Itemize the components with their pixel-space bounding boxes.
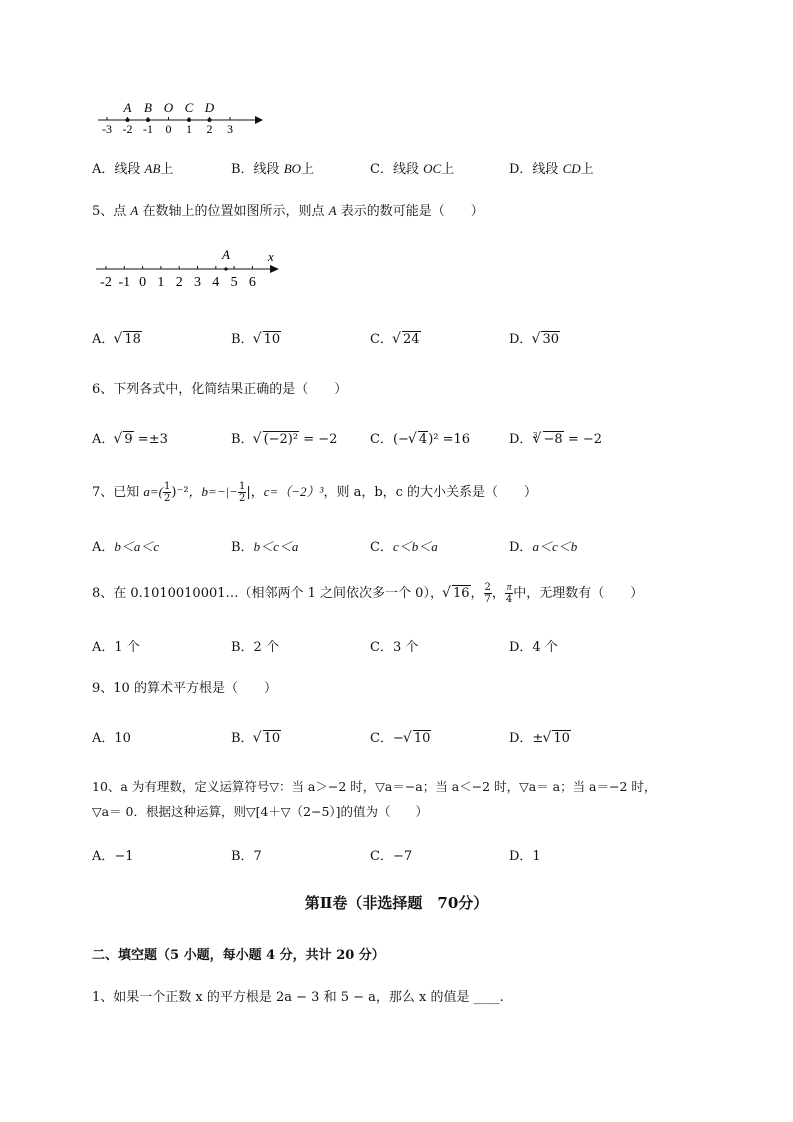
q7-b-tail: |， [246,485,264,500]
q10-stem-line2: ▽a＝ 0．根据这种运算，则▽[4＋▽（2−5）]的值为（ ） [92,804,429,819]
numline1-point-label: O [163,100,174,115]
q7-frac-1-den: 2 [164,493,171,504]
q5-stem-part1: 5、点 [92,204,131,219]
q5-var-a: A [130,203,139,218]
q5-stem-part2: 在数轴上的位置如图所示，则点 [138,204,329,219]
q7-option-d-value: a＜c＜b [532,539,578,554]
q6-option-d[interactable] [509,428,602,447]
q7-frac-2-num: 1 [238,481,246,492]
q8-option-d[interactable]: D．4 个 [509,640,558,655]
q4-option-c-suffix: 上 [441,162,455,177]
q6-option-d-sqrt [534,432,564,447]
q8-frac-1-num: 2 [484,582,491,593]
q7-option-c-label: C． [370,540,393,555]
q5-point-a-label: A [222,247,230,262]
number-line-q5 [92,244,292,294]
q5-axis-x-label: x [268,249,274,264]
numline1-tick-label: -3 [102,122,112,136]
q6-option-d-tail: = −2 [563,432,603,447]
q7-frac-1-num: 1 [164,481,171,492]
q7-b-eq: ，b=−|− [188,484,238,499]
numline2-ticks [100,266,256,290]
q5-option-c-sqrt [393,332,421,347]
q6-option-c-expr1: (− [392,432,409,447]
numline1-point-label: C [184,100,194,115]
q5-option-b-sqrt [254,332,282,347]
q6-option-a-sqrt [114,432,133,447]
q10-option-a[interactable]: A．−1 [92,849,134,864]
numline1-tick-label: -1 [143,122,153,136]
q7-a-exp: )⁻² [171,485,189,500]
numline2-tick-label: 5 [230,275,238,290]
q4-option-c[interactable] [370,158,454,177]
numline2-tick-label: 0 [139,275,147,290]
numline2-tick-label: 4 [212,275,220,290]
q8-option-b[interactable]: B．2 个 [231,640,279,655]
q4-option-d-prefix: D．线段 [509,162,563,177]
numline1-tick-label: -2 [122,122,133,136]
q6-option-c[interactable] [370,428,470,447]
q8-sep1: ， [470,586,484,601]
q6-option-a-radicand: 9 [124,432,133,447]
q5-option-a-radicand: 18 [124,332,141,347]
numline1-point-label: A [123,100,132,115]
q7-c-eq: c=（−2）³ [263,484,324,499]
numline1-tick-label: 2 [206,122,213,136]
q8-stem-part1: 8、在 0.1010010001…（相邻两个 1 之间依次多一个 0）， [92,586,443,601]
q4-option-a-suffix: 上 [160,162,174,177]
q8-frac-1 [484,582,492,605]
number-line-q4 [95,96,270,138]
numline2-tick-label: -2 [100,275,112,290]
q8-sqrt [443,586,471,601]
q5-option-b-label: B． [231,332,254,347]
part2-section-heading: 二、填空题（5 小题，每小题 4 分，共计 20 分） [92,948,385,963]
q9-option-c-label: C．− [370,731,404,746]
q7-stem-part1: 7、已知 [92,485,144,500]
q9-option-d-label: D．± [509,731,544,746]
numline1-point-dot [187,118,191,122]
q7-option-a[interactable] [92,536,159,555]
q10-option-c[interactable]: C．−7 [370,849,413,864]
q7-option-a-value: b＜a＜c [114,539,160,554]
q5-option-d-label: D． [509,332,533,347]
q9-option-b-sqrt [254,731,282,746]
q9-option-c[interactable] [370,727,431,746]
q4-option-d-suffix: 上 [580,162,594,177]
numline1-point-dot [146,118,150,122]
q6-option-b-sqrt [254,432,300,447]
q5-point-a-dot [224,267,227,270]
q9-option-c-sqrt [404,731,432,746]
q9-option-d[interactable] [509,727,571,746]
numline2-tick-label: 3 [194,275,201,290]
q9-option-c-radicand: 10 [413,731,431,746]
q5-option-d[interactable] [509,328,560,347]
q5-option-b-radicand: 10 [263,332,281,347]
q5-option-c-radicand: 24 [402,332,420,347]
q9-option-d-sqrt [543,731,571,746]
q5-var-a2: A [328,203,337,218]
q10-option-d[interactable]: D．1 [509,849,541,864]
q4-option-a[interactable] [92,158,173,177]
part2-title: 第Ⅱ卷（非选择题 70分） [304,894,489,912]
q7-option-d[interactable] [509,536,577,555]
q4-option-b[interactable] [231,158,314,177]
q4-option-b-suffix: 上 [301,162,315,177]
q6-option-b-label: B． [231,432,254,447]
q6-option-b[interactable] [231,428,337,447]
q8-stem-part2: 中，无理数有（ ） [513,586,644,601]
q8-sep2: ， [491,586,505,601]
q6-option-c-radicand: 4 [418,432,428,447]
q7-option-c-value: c＜b＜a [392,539,438,554]
q5-option-a-label: A． [92,332,115,347]
q9-option-b-radicand: 10 [263,731,281,746]
q4-option-a-prefix: A．线段 [92,162,145,177]
q5-option-b[interactable] [231,328,281,347]
q5-option-a[interactable] [92,328,142,347]
q4-option-c-prefix: C．线段 [370,162,424,177]
q6-stem: 6、下列各式中，化简结果正确的是（ ） [92,382,348,397]
q5-option-c[interactable] [370,328,421,347]
q7-stem [92,481,537,504]
q8-frac-2-num: π [506,582,512,593]
numline2-tick-label: 6 [248,275,256,290]
fill-q1: 1、如果一个正数 x 的平方根是 2a − 3 和 5 − a，那么 x 的值是 ____. [92,990,504,1005]
q4-option-c-var: OC [423,161,442,176]
q8-stem [92,582,643,605]
numline2-tick-label: -1 [118,275,131,290]
q9-stem: 9、10 的算术平方根是（ ） [92,681,277,696]
q7-option-c[interactable] [370,536,438,555]
q8-radicand: 16 [452,586,470,601]
q6-option-a-label: A． [92,432,115,447]
numline1-ticks [102,100,233,136]
q6-option-c-label: C． [370,432,393,447]
numline1-tick-label: 3 [227,122,233,136]
q9-option-b[interactable] [231,727,281,746]
q4-option-d[interactable] [509,158,594,177]
q6-option-a-tail: =±3 [133,432,168,447]
q5-stem [92,200,484,219]
numline1-point-label: D [204,100,215,115]
q6-option-d-root-index: 3 [532,430,538,440]
q5-option-d-sqrt [532,332,560,347]
q7-option-a-label: A． [92,540,115,555]
numline2-tick-label: 1 [157,275,165,290]
q7-option-b-label: B． [231,540,254,555]
numline1-tick-label: 1 [186,122,192,136]
q6-option-c-expr2: )² =16 [428,432,471,447]
q5-option-c-label: C． [370,332,393,347]
q4-option-b-var: BO [283,161,302,176]
q10-option-b[interactable]: B．7 [231,849,262,864]
q7-option-d-label: D． [509,540,533,555]
numline1-point-dot [126,118,130,122]
numline1-point-dot [208,118,212,122]
q6-option-b-radicand: (−2)² [263,432,299,447]
q5-option-d-radicand: 30 [542,332,559,347]
q6-option-d-label: D． [509,432,533,447]
q8-frac-1-den: 7 [484,594,491,605]
q8-option-a[interactable]: A．1 个 [92,640,140,655]
q7-frac-2-den: 2 [238,493,246,504]
numline2-tick-label: 2 [175,275,183,290]
q5-option-a-sqrt [114,332,142,347]
q5-stem-part3: 表示的数可能是（ ） [336,204,484,219]
q10-stem-line1: 10、a 为有理数，定义运算符号▽：当 a＞−2 时，▽a＝−a；当 a＜−2 时，▽a＝ a；当 a＝−2 时， [92,779,657,794]
q6-option-b-tail: = −2 [299,432,338,447]
q6-option-d-radicand: −8 [543,432,563,447]
q8-option-c[interactable]: C．3 个 [370,640,419,655]
numline1-point-label: B [144,100,152,115]
q7-option-b-value: b＜c＜a [253,539,299,554]
q6-option-c-sqrt [409,432,428,447]
q4-option-b-prefix: B．线段 [231,162,284,177]
numline1-tick-label: 0 [165,122,172,136]
q9-option-b-label: B． [231,731,254,746]
q9-option-d-radicand: 10 [553,731,570,746]
q7-option-b[interactable] [231,536,298,555]
q4-option-d-var: CD [562,161,581,176]
q9-option-a[interactable]: A．10 [92,731,131,746]
q8-frac-2-den: 4 [505,594,513,605]
q4-option-a-var: AB [144,161,161,176]
q6-option-a[interactable] [92,428,168,447]
q7-a-eq: a=( [143,484,164,499]
q7-stem-part2: ，则 a，b，c 的大小关系是（ ） [323,485,538,500]
